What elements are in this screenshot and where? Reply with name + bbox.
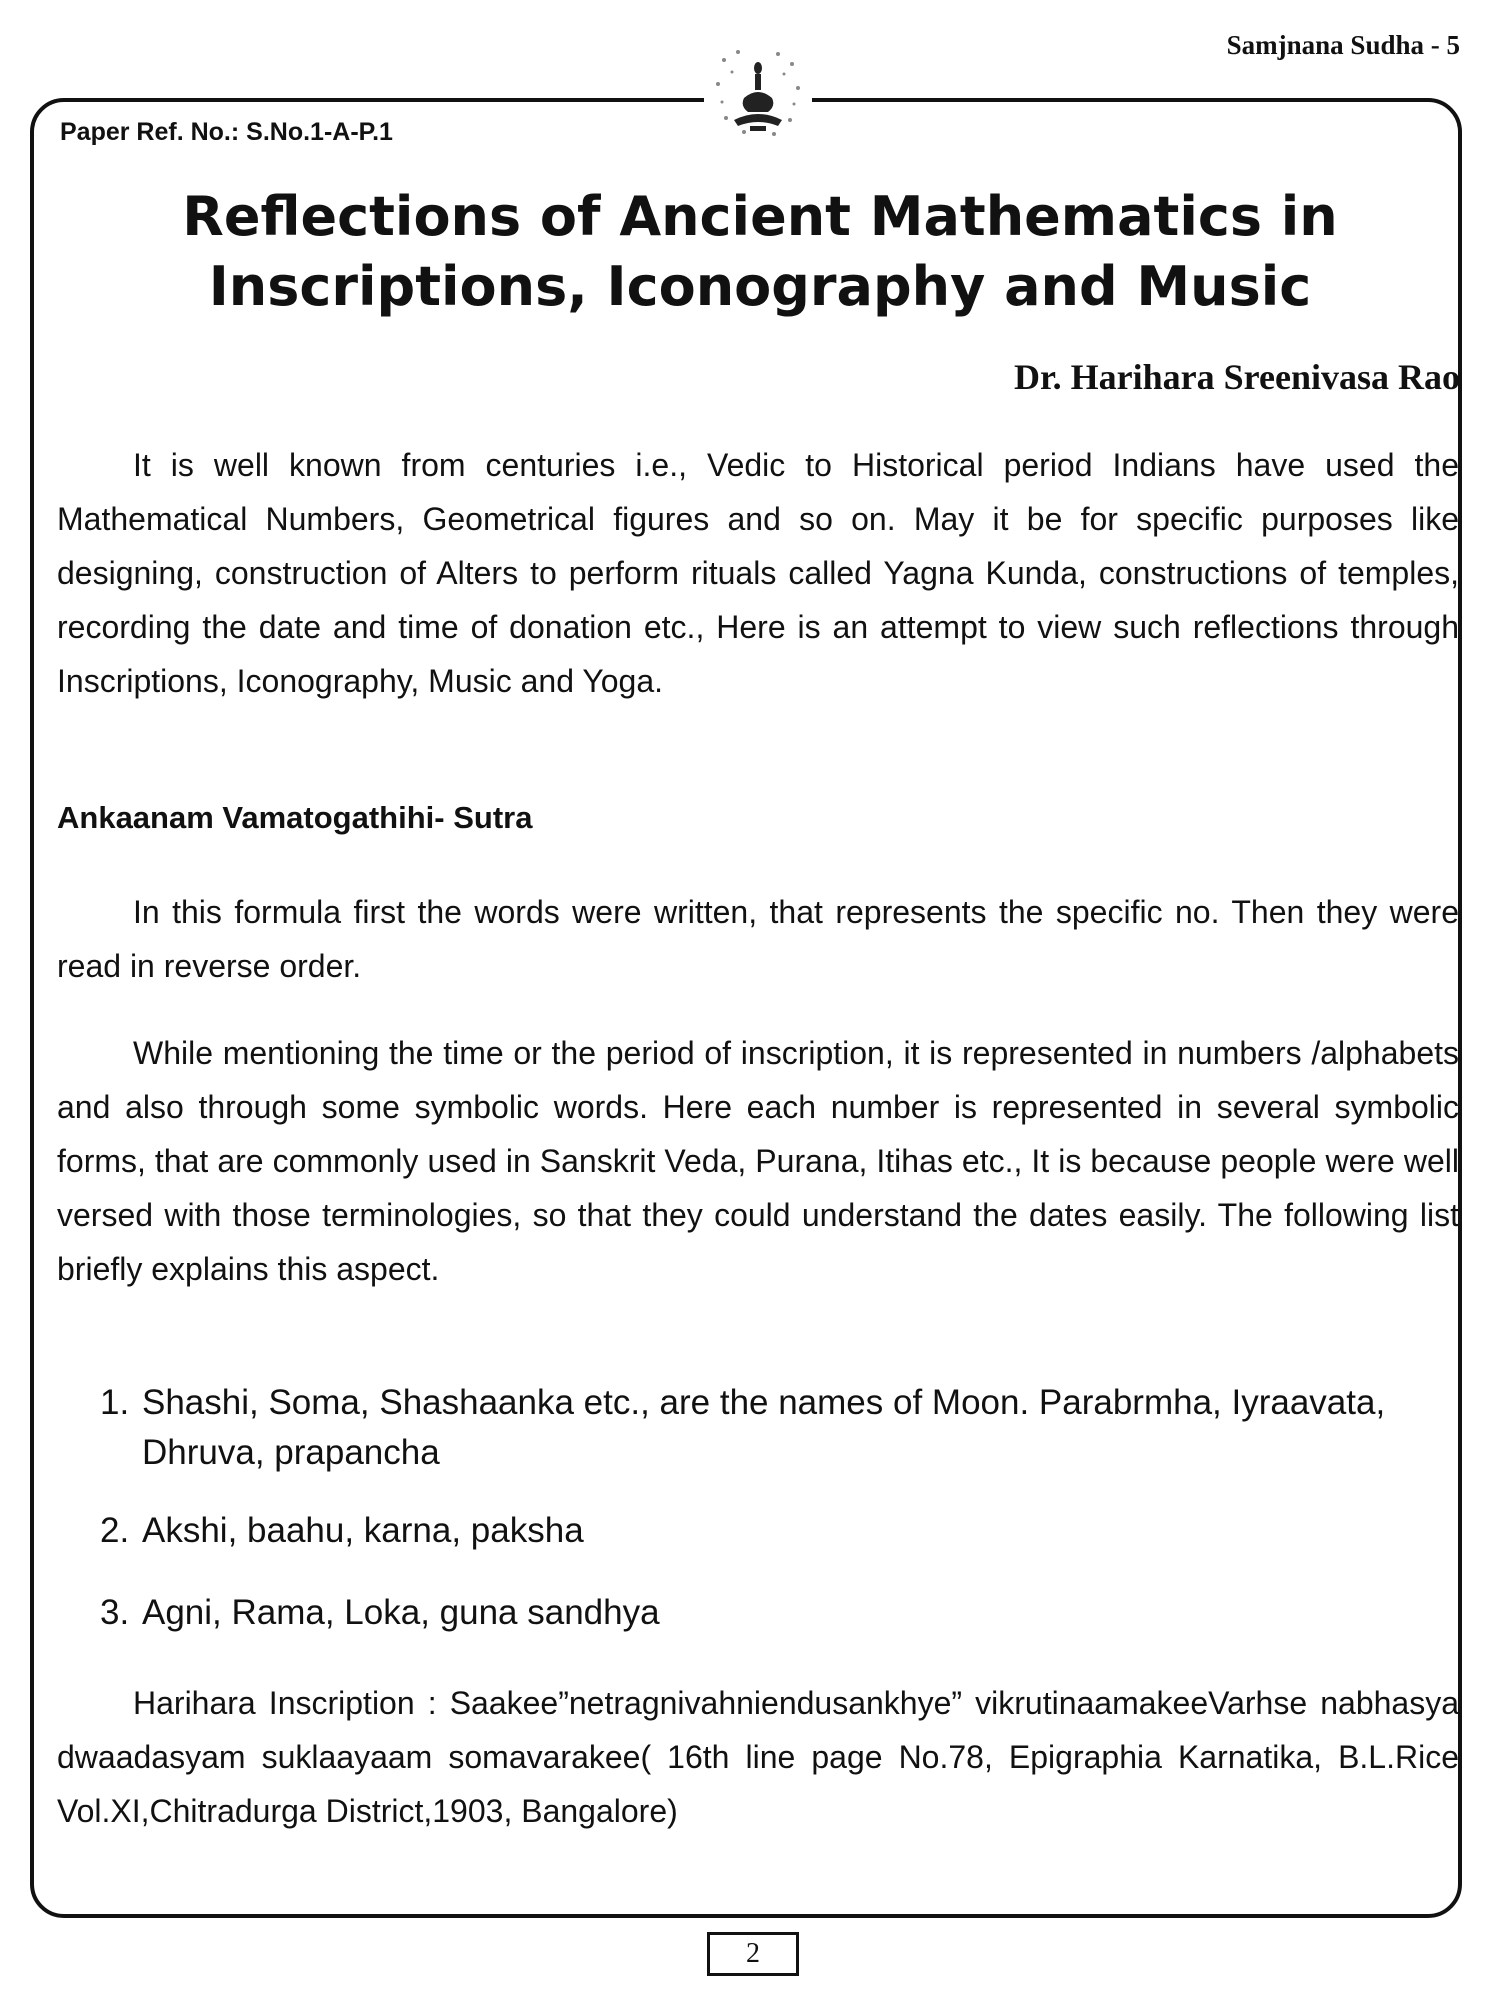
- symbolic-paragraph: [57, 1026, 1459, 1296]
- title-line-2: Inscriptions, Iconography and Music: [208, 255, 1312, 318]
- numbered-list-3: [100, 1588, 1460, 1638]
- paper-title: [60, 182, 1460, 322]
- running-head: Samjnana Sudha - 5: [1226, 30, 1460, 60]
- list-item-text: Agni, Rama, Loka, guna sandhya: [142, 1593, 660, 1632]
- inscription-paragraph: [57, 1676, 1459, 1838]
- inscription-text: Harihara Inscription : Saakee”netragnivahniendusankhye” vikrutinaamakeeVarhse nabhasya dwaadasyam suklaayaam somavarakee( 16th line page No.78, Epigraphia Karnatika, B.L.Rice Vol.XI,Chitradurga District,1903, Bangalore): [57, 1685, 1459, 1829]
- list-item-text: Akshi, baahu, karna, paksha: [142, 1511, 584, 1550]
- list-item-text: Shashi, Soma, Shashaanka etc., are the names of Moon. Parabrmha, Iyraavata, Dhruva, prapancha: [142, 1383, 1386, 1472]
- title-line-1: Reflections of Ancient Mathematics in: [182, 185, 1338, 248]
- intro-paragraph: [57, 438, 1459, 708]
- list-item: [100, 1588, 1460, 1638]
- paper-reference: Paper Ref. No.: S.No.1-A-P.1: [60, 118, 393, 146]
- author-name: Dr. Harihara Sreenivasa Rao: [1014, 357, 1460, 397]
- numbered-list-1: [100, 1378, 1460, 1478]
- list-item: [100, 1506, 1460, 1556]
- section-heading: Ankaanam Vamatogathihi- Sutra: [57, 800, 533, 835]
- list-item-number: 3.: [100, 1593, 130, 1632]
- page-number: 2: [707, 1932, 799, 1976]
- symbolic-text: While mentioning the time or the period of inscription, it is represented in numbers /alphabets and also through some symbolic words. Here each number is represented in several symbolic forms, that are commonly used in Sanskrit Veda, Purana, Itihas etc., It is because people were well versed with those terminologies, so that they could understand the dates easily. The following list briefly explains this aspect.: [57, 1035, 1459, 1287]
- intro-text: It is well known from centuries i.e., Vedic to Historical period Indians have used the Mathematical Numbers, Geometrical figures and so on. May it be for specific purposes like designing, construction of Alters to perform rituals called Yagna Kunda, constructions of temples, recording the date and time of donation etc., Here is an attempt to view such reflections through Inscriptions, Iconography, Music and Yoga.: [57, 447, 1459, 699]
- formula-paragraph: [57, 885, 1459, 993]
- emblem-logo: [704, 40, 812, 146]
- list-item-number: 1.: [100, 1383, 130, 1422]
- list-item: [100, 1378, 1460, 1478]
- list-item-number: 2.: [100, 1511, 130, 1550]
- formula-text: In this formula first the words were written, that represents the specific no. Then they were read in reverse order.: [57, 894, 1459, 984]
- numbered-list-2: [100, 1506, 1460, 1556]
- emblem-icon: [704, 40, 812, 146]
